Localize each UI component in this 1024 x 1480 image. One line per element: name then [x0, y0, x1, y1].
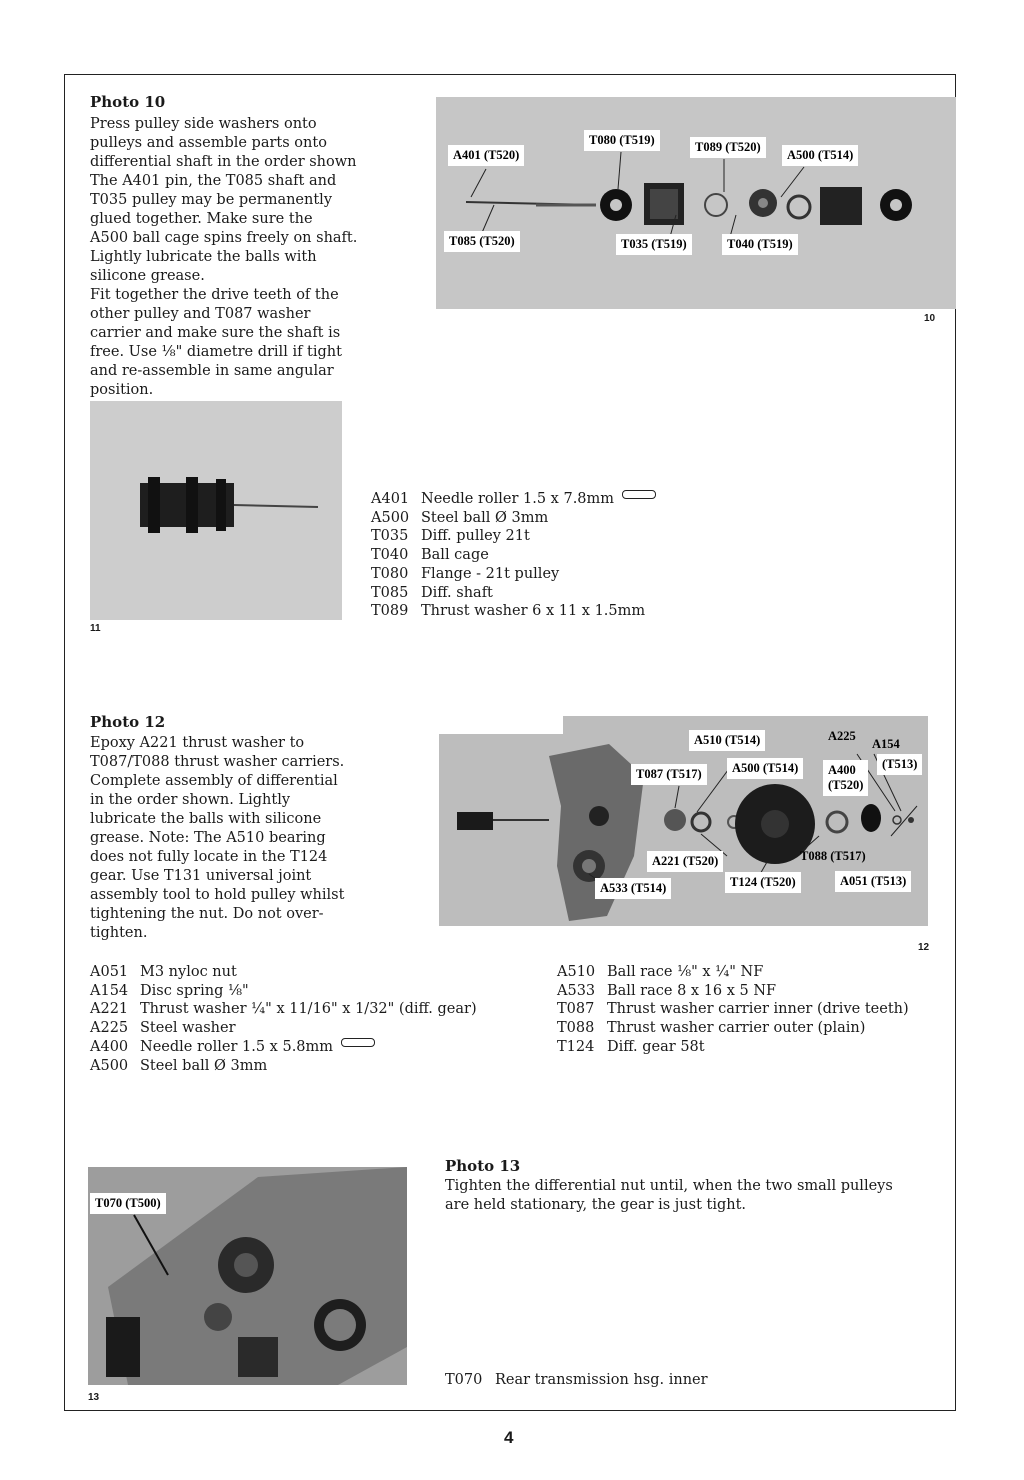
- figure-number-11: 11: [90, 623, 101, 634]
- label-t070: T070 (T500): [90, 1193, 166, 1214]
- parts-list-row: [371, 527, 656, 546]
- label-t085: T085 (T520): [444, 231, 520, 252]
- part-code: A225: [90, 1020, 129, 1037]
- parts-list-2-left: [90, 963, 477, 1075]
- label-a500-12: A500 (T514): [727, 758, 803, 779]
- part-code: T070: [445, 1372, 483, 1388]
- parts-list-row: [90, 982, 477, 1001]
- part-description: Steel ball Ø 3mm: [140, 1057, 268, 1074]
- label-t040: T040 (T519): [722, 234, 798, 255]
- part-code: T085: [371, 584, 409, 601]
- label-a533: A533 (T514): [595, 878, 671, 899]
- parts-list-row: [557, 1019, 909, 1038]
- photo10-heading: Photo 10: [90, 93, 166, 111]
- part-description: Ball cage: [421, 547, 489, 564]
- part-description: Needle roller 1.5 x 7.8mm: [421, 491, 615, 507]
- part-code: T124: [557, 1038, 595, 1055]
- photo12-heading: Photo 12: [90, 713, 166, 731]
- parts-list-row: [371, 602, 656, 621]
- parts-list-row: [90, 1038, 477, 1057]
- part-code: T035: [371, 528, 409, 545]
- parts-list-row: [371, 546, 656, 565]
- photo10-text: Press pulley side washers onto pulleys and assemble parts onto differential shaft in the order shown The A401 pin, the T085 shaft and T035 pulley may be permanently glued together. Make sure the A500 ball cage spins freely on shaft. Lightly lubricate the balls with silicone grease. Fit together the drive teeth of the other pulley and T087 washer carrier and make sure the shaft is free. Use ⅛" diametre drill if tight and re-assemble in same angular position.: [90, 116, 358, 398]
- part-code: A051: [90, 964, 129, 980]
- needle-roller-icon: [341, 1038, 375, 1047]
- label-a500: A500 (T514): [782, 145, 858, 166]
- parts-list-row: [90, 1000, 477, 1019]
- part-code: A154: [90, 982, 129, 999]
- differential-assembly-photo: [439, 716, 928, 926]
- figure-number-13: 13: [88, 1392, 100, 1403]
- parts-list-row: [371, 490, 656, 509]
- part-description: Diff. shaft: [421, 584, 493, 601]
- label-a154: A154: [872, 737, 900, 751]
- label-t080: T080 (T519): [584, 130, 660, 151]
- label-t087: T087 (T517): [631, 764, 707, 785]
- label-t513: (T513): [877, 754, 922, 775]
- part-description: Thrust washer ¼" x 11/16" x 1/32" (diff. gear): [140, 1001, 477, 1018]
- part-code: T087: [557, 1001, 595, 1018]
- parts-list-row: [557, 1000, 909, 1019]
- part-description: Diff. pulley 21t: [421, 528, 530, 545]
- part-description: Thrust washer carrier inner (drive teeth): [607, 1001, 909, 1018]
- photo12-image: [439, 716, 928, 926]
- parts-list-row: [557, 1038, 909, 1057]
- parts-list-2-right: [557, 963, 909, 1057]
- label-t089: T089 (T520): [690, 137, 766, 158]
- part-code: A400: [90, 1038, 129, 1055]
- parts-list-row: [371, 509, 656, 528]
- parts-list-row: [90, 963, 477, 982]
- part-description: Thrust washer carrier outer (plain): [607, 1020, 866, 1037]
- label-t124: T124 (T520): [725, 872, 801, 893]
- part-description: Diff. gear 58t: [607, 1038, 705, 1055]
- part-code: T089: [371, 603, 409, 620]
- photo13-image: [88, 1167, 407, 1385]
- parts-list-row: [371, 565, 656, 584]
- part-code: T080: [371, 565, 409, 582]
- part-code: A533: [557, 982, 596, 999]
- part-description: Needle roller 1.5 x 5.8mm: [140, 1038, 334, 1055]
- part-code: A401: [371, 491, 410, 507]
- parts-list-row: [90, 1057, 477, 1076]
- part-description: Steel ball Ø 3mm: [421, 509, 549, 526]
- parts-list-row: [371, 584, 656, 603]
- figure-number-12: 12: [918, 942, 930, 953]
- part-code: A500: [371, 509, 410, 526]
- assembled-differential-photo: [90, 401, 342, 620]
- parts-list-row: [90, 1019, 477, 1038]
- part-code: A221: [90, 1001, 129, 1018]
- part-description: Flange - 21t pulley: [421, 565, 560, 582]
- part-description: Ball race 8 x 16 x 5 NF: [607, 982, 777, 999]
- figure-number-10: 10: [924, 313, 936, 324]
- page-number: 4: [504, 1428, 514, 1447]
- part-code: A500: [90, 1057, 129, 1074]
- part-description: M3 nyloc nut: [140, 964, 237, 980]
- part-description: Ball race ⅛" x ¼" NF: [607, 964, 764, 980]
- label-a510: A510 (T514): [689, 730, 765, 751]
- label-a401: A401 (T520): [448, 145, 524, 166]
- label-a225: A225: [828, 729, 856, 743]
- part-code: A510: [557, 964, 596, 980]
- label-a051: A051 (T513): [835, 871, 911, 892]
- label-t088: T088 (T517): [800, 849, 866, 863]
- part-code: T088: [557, 1020, 595, 1037]
- part-desc: Rear transmission hsg. inner: [495, 1372, 708, 1388]
- label-a221: A221 (T520): [647, 851, 723, 872]
- parts-list-1: [371, 490, 656, 621]
- photo13-text: Tighten the differential nut until, when the two small pulleys are held stationary, the gear is just tight.: [445, 1178, 893, 1213]
- photo13-part-line: [445, 1371, 708, 1390]
- part-description: Steel washer: [140, 1020, 236, 1037]
- photo12-text: Epoxy A221 thrust washer to T087/T088 thrust washer carriers. Complete assembly of differential in the order shown. Lightly lubricate the balls with silicone grease. Note: The A510 bearing does not fully locate in the T124 gear. Use T131 universal joint assembly tool to hold pulley whilst tightening the nut. Do not over- tighten.: [90, 735, 345, 941]
- part-description: Disc spring ⅛": [140, 982, 249, 999]
- differential-parts-photo: [436, 97, 956, 309]
- photo10-image: [436, 97, 956, 309]
- part-code: T040: [371, 547, 409, 564]
- label-t035: T035 (T519): [616, 234, 692, 255]
- parts-list-row: [557, 963, 909, 982]
- photo11-image: [90, 401, 342, 620]
- needle-roller-icon: [622, 490, 656, 499]
- label-a400: A400 (T520): [823, 760, 868, 796]
- part-description: Thrust washer 6 x 11 x 1.5mm: [421, 603, 646, 620]
- photo13-heading: Photo 13: [445, 1157, 521, 1175]
- parts-list-row: [557, 982, 909, 1001]
